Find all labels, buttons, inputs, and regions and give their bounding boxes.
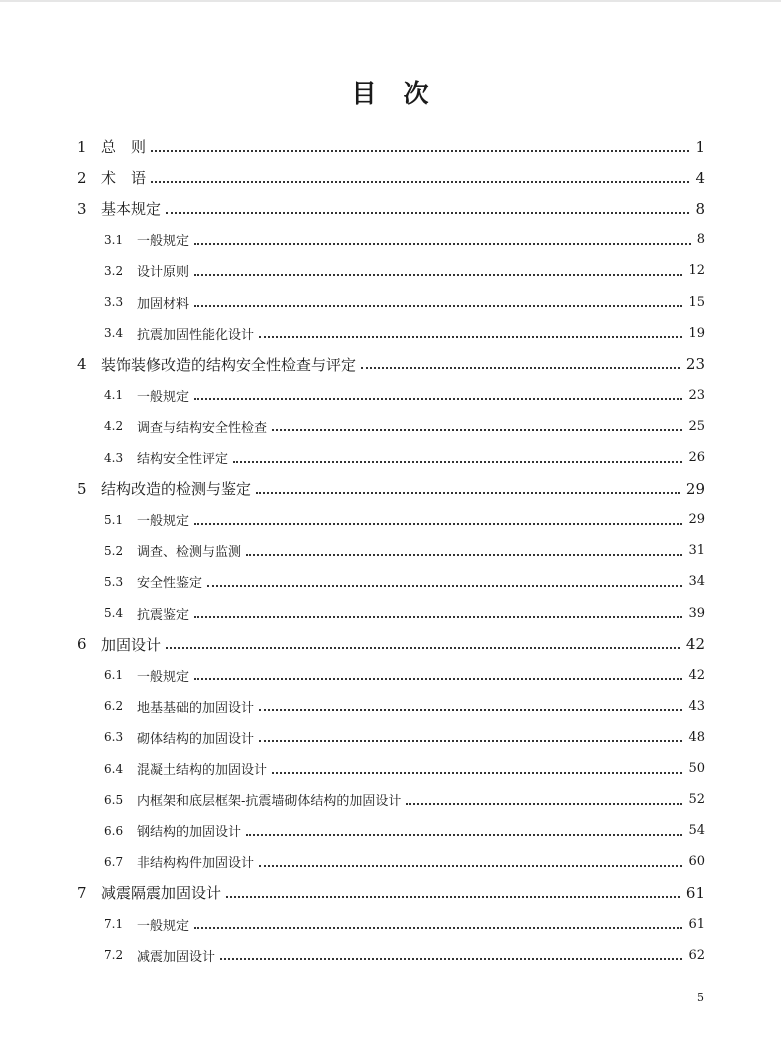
toc-entry-title: 安全性鉴定 (137, 576, 203, 592)
toc-entry-number: 4.3 (104, 450, 124, 465)
toc-section-entry[interactable] (104, 815, 705, 846)
toc-entry-number: 4.1 (104, 388, 124, 403)
toc-entry-number: 5.3 (104, 574, 124, 589)
toc-entry-page: 54 (688, 823, 705, 839)
toc-entry-title: 地基基础的加固设计 (137, 700, 255, 716)
toc-entry-title: 调查、检测与监测 (137, 545, 242, 561)
toc-entry-page: 4 (695, 168, 705, 187)
dot-leader (151, 150, 689, 152)
toc-chapter-entry[interactable] (77, 349, 705, 380)
toc-section-entry[interactable] (104, 691, 705, 722)
toc-entry-page: 25 (688, 418, 705, 434)
toc-entry-title: 结构安全性评定 (137, 452, 229, 467)
dot-leader (194, 398, 682, 400)
toc-chapter-entry[interactable] (77, 473, 705, 504)
toc-section-entry[interactable] (104, 318, 705, 349)
toc-section-entry[interactable] (104, 224, 705, 255)
dot-leader (259, 865, 682, 867)
toc-entry-page: 61 (685, 883, 705, 902)
toc-section-entry[interactable] (104, 535, 705, 566)
toc-entry-number: 7.2 (104, 948, 124, 963)
toc-entry-title: 一般规定 (137, 514, 190, 530)
toc-chapter-entry[interactable] (77, 877, 705, 908)
toc-section-entry[interactable] (104, 442, 705, 473)
toc-section-entry[interactable] (104, 411, 705, 442)
dot-leader (406, 803, 682, 805)
toc-entry-page: 1 (695, 137, 705, 156)
toc-section-entry[interactable] (104, 909, 705, 940)
toc-chapter-entry[interactable] (77, 162, 705, 193)
dot-leader (226, 896, 680, 898)
dot-leader (151, 181, 689, 183)
page-top-border (0, 0, 781, 2)
dot-leader (256, 492, 680, 494)
dot-leader (166, 647, 680, 649)
dot-leader (194, 523, 682, 525)
dot-leader (194, 616, 682, 618)
toc-entry-number: 6.3 (104, 730, 124, 745)
toc-entry-title: 加固材料 (137, 296, 190, 312)
toc-entry-number: 6.6 (104, 823, 124, 838)
toc-entry-page: 52 (688, 792, 705, 808)
dot-leader (233, 461, 682, 463)
toc-section-entry[interactable] (104, 380, 705, 411)
toc-section-entry[interactable] (104, 940, 705, 971)
toc-entry-page: 19 (688, 325, 705, 341)
dot-leader (194, 274, 682, 276)
toc-entry-number: 6.4 (104, 761, 124, 776)
toc-entry-number: 4 (77, 355, 87, 374)
toc-entry-title: 一般规定 (137, 918, 190, 934)
page-title: 目 次 (351, 79, 430, 108)
toc-entry-number: 4.2 (104, 419, 124, 434)
toc-entry-title: 抗震鉴定 (137, 607, 190, 623)
toc-entry-number: 6 (77, 635, 87, 654)
toc-section-entry[interactable] (104, 598, 705, 629)
toc-entry-number: 5.1 (104, 512, 124, 527)
toc-entry-page: 42 (688, 667, 705, 683)
toc-entry-page: 29 (688, 512, 705, 528)
toc-section-entry[interactable] (104, 722, 705, 753)
toc-section-entry[interactable] (104, 753, 705, 784)
toc-entry-number: 6.2 (104, 699, 124, 714)
toc-entry-number: 6.5 (104, 792, 124, 807)
toc-entry-page: 12 (688, 263, 705, 279)
dot-leader (220, 958, 682, 960)
toc-entry-title: 总 则 (101, 138, 147, 156)
toc-entry-title: 内框架和底层框架-抗震墙砌体结构的加固设计 (137, 794, 402, 810)
toc-entry-title: 基本规定 (101, 200, 162, 219)
toc-entry-title: 一般规定 (137, 234, 190, 250)
toc-entry-page: 8 (696, 232, 705, 248)
toc-entry-title: 结构改造的检测与鉴定 (101, 480, 252, 499)
toc-entry-page: 8 (695, 199, 705, 218)
dot-leader (272, 772, 682, 774)
toc-entry-page: 48 (688, 729, 705, 745)
toc-entry-title: 加固设计 (101, 635, 162, 654)
toc-entry-page: 62 (688, 947, 705, 963)
toc-entry-title: 一般规定 (137, 669, 190, 685)
toc-entry-page: 43 (688, 698, 705, 714)
toc-entry-title: 术 语 (101, 169, 147, 188)
toc-chapter-entry[interactable] (77, 193, 705, 224)
toc-entry-page: 26 (688, 450, 705, 465)
toc-entry-page: 15 (688, 294, 705, 310)
toc-entry-number: 2 (77, 168, 87, 187)
toc-entry-page: 42 (685, 635, 705, 654)
toc-entry-title: 减震加固设计 (137, 949, 216, 965)
dot-leader (207, 585, 682, 587)
toc-entry-title: 一般规定 (137, 389, 190, 405)
dot-leader (194, 678, 682, 680)
toc-entry-number: 3.2 (104, 263, 124, 278)
toc-entry-page: 50 (688, 761, 705, 776)
dot-leader (361, 367, 680, 369)
toc-section-entry[interactable] (104, 255, 705, 286)
dot-leader (259, 740, 682, 742)
toc-entry-number: 5.4 (104, 606, 124, 620)
toc-chapter-entry[interactable] (77, 629, 705, 660)
toc-entry-page: 39 (688, 605, 705, 621)
toc-entry-number: 7.1 (104, 917, 124, 931)
toc-entry-title: 混凝土结构的加固设计 (137, 763, 268, 778)
toc-entry-number: 3.3 (104, 295, 124, 309)
toc-entry-number: 6.1 (104, 668, 124, 683)
toc-entry-number: 3 (77, 199, 87, 218)
toc-entry-number: 7 (77, 883, 87, 902)
dot-leader (166, 212, 689, 214)
toc-section-entry[interactable] (104, 784, 705, 815)
toc-entry-title: 砌体结构的加固设计 (137, 731, 255, 747)
toc-entry-number: 3.1 (104, 232, 124, 247)
toc-entry-page: 29 (685, 479, 705, 498)
toc-section-entry[interactable] (104, 846, 705, 877)
dot-leader (194, 243, 691, 245)
toc-entry-title: 设计原则 (137, 265, 190, 281)
toc-entry-title: 减震隔震加固设计 (101, 884, 222, 903)
dot-leader (259, 709, 682, 711)
dot-leader (259, 336, 682, 338)
toc-entry-page: 61 (688, 916, 705, 932)
toc-entry-title: 装饰装修改造的结构安全性检查与评定 (101, 355, 357, 374)
toc-entry-page: 23 (688, 387, 705, 403)
toc-entry-title: 调查与结构安全性检查 (137, 420, 268, 436)
toc-entry-title: 抗震加固性能化设计 (137, 327, 255, 343)
page-number: 5 (697, 991, 704, 1004)
toc-entry-number: 6.7 (104, 854, 124, 869)
toc-section-entry[interactable] (104, 504, 705, 535)
toc-entry-number: 5.2 (104, 543, 124, 558)
toc-entry-page: 23 (685, 355, 705, 374)
toc-entry-title: 非结构构件加固设计 (137, 856, 255, 872)
dot-leader (246, 834, 682, 836)
toc-section-entry[interactable] (104, 287, 705, 318)
toc-entry-number: 3.4 (104, 326, 124, 341)
dot-leader (272, 429, 682, 431)
toc-entry-title: 钢结构的加固设计 (137, 825, 242, 841)
toc-section-entry[interactable] (104, 566, 705, 597)
toc-entry-number: 5 (77, 479, 87, 498)
dot-leader (194, 305, 682, 307)
toc-section-entry[interactable] (104, 660, 705, 691)
toc-entry-page: 31 (688, 543, 705, 559)
toc-entry-page: 60 (688, 854, 705, 870)
toc-entry-number: 1 (77, 137, 87, 156)
dot-leader (246, 554, 682, 556)
dot-leader (194, 927, 682, 929)
toc-entry-page: 34 (688, 574, 705, 590)
toc-chapter-entry[interactable] (77, 131, 705, 162)
